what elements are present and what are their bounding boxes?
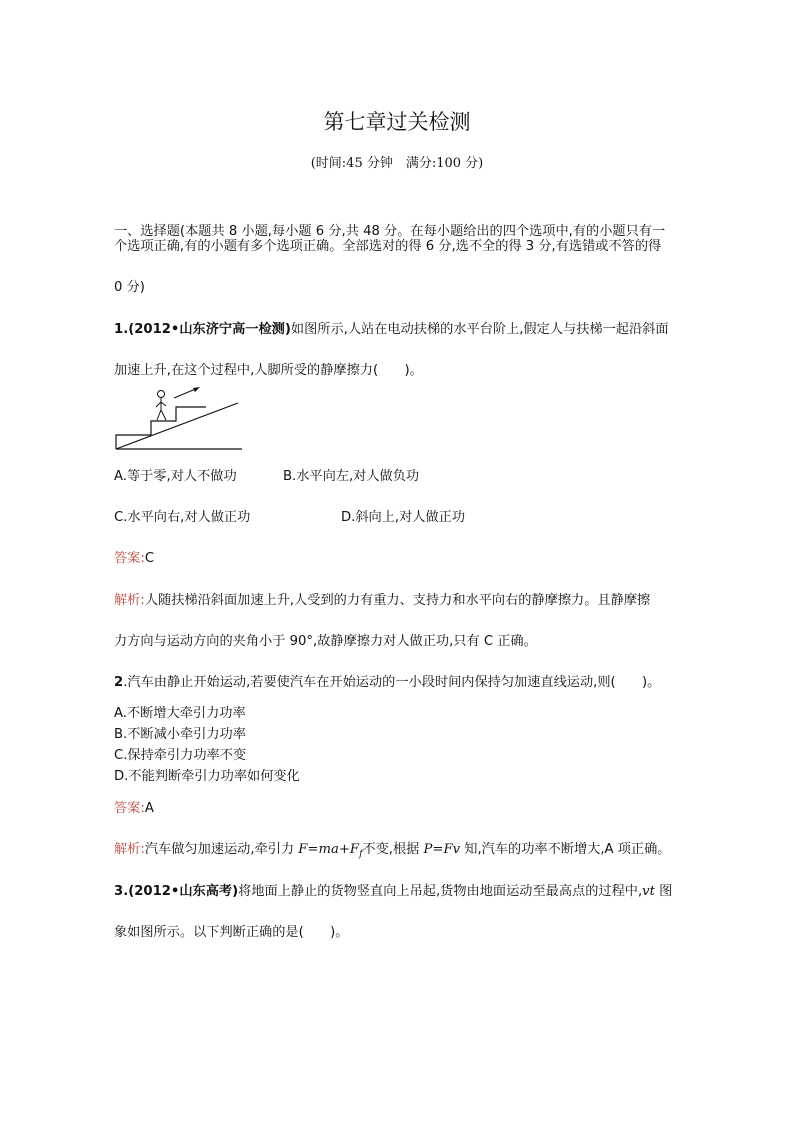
section-instructions-line3: 0 分) xyxy=(114,280,145,295)
question-text-end: 图 xyxy=(654,884,673,899)
question-1-line2: 加速上升,在这个过程中,人脚所受的静摩擦力( )。 xyxy=(114,363,423,378)
question-2 xyxy=(114,671,660,690)
question-source: .(2012•山东高考) xyxy=(123,884,239,899)
question-number: 3 xyxy=(114,884,124,899)
person-leg-right xyxy=(161,410,166,420)
analysis-1-line2: 力方向与运动方向的夹角小于 90°,故静摩擦力对人做正功,只有 C 正确。 xyxy=(114,634,537,649)
escalator-figure xyxy=(114,385,244,451)
person-leg-left xyxy=(157,410,161,420)
option-2b: B.不断减小牵引力功率 xyxy=(114,727,246,742)
answer-2 xyxy=(114,797,154,816)
vt-symbol: vt xyxy=(642,884,655,899)
answer-1 xyxy=(114,547,154,566)
analysis-2 xyxy=(114,838,671,860)
option-2d: D.不能判断牵引力功率如何变化 xyxy=(114,769,300,784)
page-title: 第七章过关检测 xyxy=(323,110,471,134)
section-instructions-line1: 一、选择题(本题共 8 小题,每小题 6 分,共 48 分。在每小题给出的四个选项中,有的小题只有一 xyxy=(114,224,666,239)
analysis-text: 人随扶梯沿斜面加速上升,人受到的力有重力、支持力和水平向右的静摩擦力。且静摩擦 xyxy=(144,593,651,608)
motion-arrow-head-icon xyxy=(193,387,200,392)
question-3-line1 xyxy=(114,880,672,899)
formula-traction: F=ma+F xyxy=(298,842,360,857)
question-1-line1 xyxy=(114,318,669,337)
question-text: 将地面上静止的货物竖直向上吊起,货物由地面运动至最高点的过程中, xyxy=(238,884,643,899)
section-instructions-line2: 个选项正确,有的小题有多个选项正确。全部选对的得 6 分,选不全的得 3 分,有选错或不答的得 xyxy=(114,239,662,254)
person-arm-left xyxy=(156,402,161,407)
question-3-line2: 象如图所示。以下判断正确的是( )。 xyxy=(114,925,349,940)
exam-info: (时间:45 分钟 满分:100 分) xyxy=(310,156,484,171)
option-1d: D.斜向上,对人做正功 xyxy=(341,510,466,525)
option-1c: C.水平向右,对人做正功 xyxy=(114,510,251,525)
question-number: 1 xyxy=(114,322,124,337)
option-2a: A.不断增大牵引力功率 xyxy=(114,706,246,721)
question-text: 如图所示,人站在电动扶梯的水平台阶上,假定人与扶梯一起沿斜面 xyxy=(290,322,669,337)
answer-value: A xyxy=(144,801,154,816)
analysis-label: 解析: xyxy=(114,842,145,857)
option-1a: A.等于零,对人不做功 xyxy=(114,469,237,484)
analysis-text-b: 不变,根据 xyxy=(362,842,424,857)
option-1b: B.水平向左,对人做负功 xyxy=(283,469,420,484)
answer-value: C xyxy=(144,551,155,566)
question-text: .汽车由静止开始运动,若要使汽车在开始运动的一小段时间内保持匀加速直线运动,则( )。 xyxy=(123,675,661,690)
analysis-label: 解析: xyxy=(114,593,145,608)
analysis-text-c: 知,汽车的功率不断增大,A 项正确。 xyxy=(460,842,671,857)
formula-power: P=Fv xyxy=(423,842,461,857)
question-number: 2 xyxy=(114,675,124,690)
option-2c: C.保持牵引力功率不变 xyxy=(114,748,247,763)
incline-line xyxy=(116,403,238,449)
person-arm-right xyxy=(161,402,166,406)
question-source: .(2012•山东济宁高一检测) xyxy=(123,322,291,337)
answer-label: 答案: xyxy=(114,551,145,566)
person-head-icon xyxy=(158,391,165,398)
formula-subscript: f xyxy=(359,849,363,860)
escalator-steps xyxy=(116,407,206,449)
answer-label: 答案: xyxy=(114,801,145,816)
analysis-text-a: 汽车做匀加速运动,牵引力 xyxy=(144,842,299,857)
analysis-1-line1 xyxy=(114,589,650,608)
